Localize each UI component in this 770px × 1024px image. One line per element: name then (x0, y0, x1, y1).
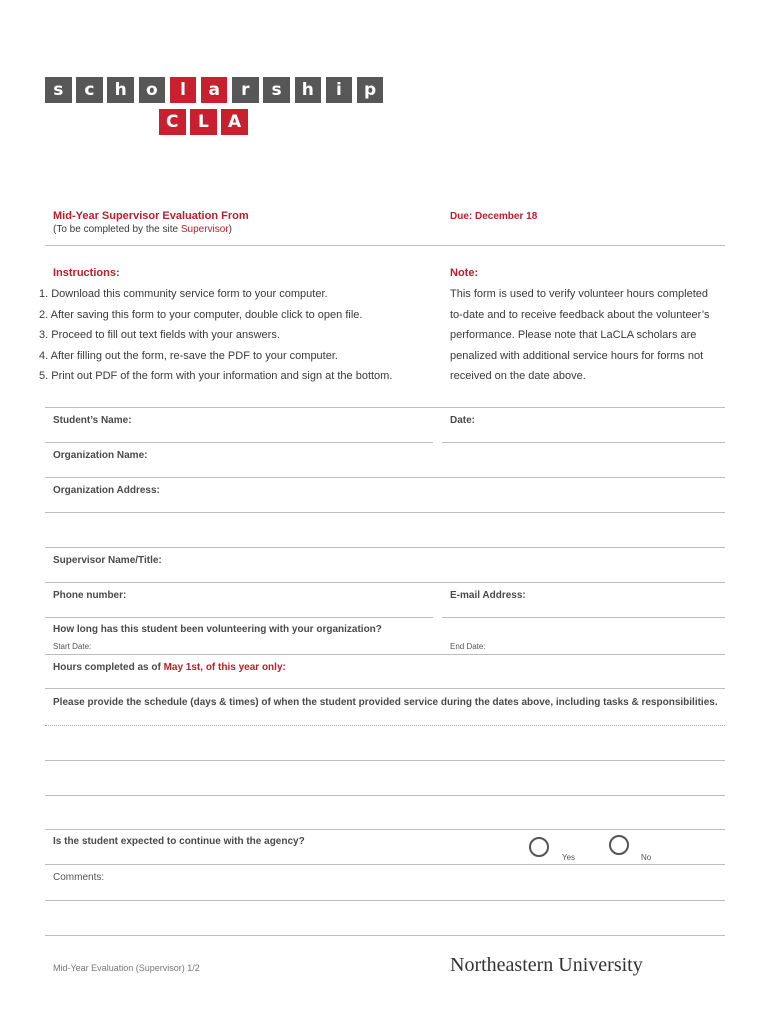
email-field[interactable] (442, 617, 725, 618)
comments-label: Comments: (53, 872, 105, 883)
hours-field[interactable] (45, 688, 725, 689)
logo-letter-tile: i (326, 77, 353, 103)
subtitle-emph: Supervisor (180, 224, 229, 235)
org-name-field[interactable] (45, 477, 725, 478)
form-subtitle (53, 224, 232, 235)
instruction-item: 3. Proceed to fill out text fields with your answers. (39, 329, 280, 342)
logo-letter-tile: c (76, 77, 103, 103)
due-date: Due: December 18 (450, 211, 538, 222)
note-text (450, 284, 710, 387)
logo-letter-tile: a (201, 77, 228, 103)
logo-letter-tile: l (170, 77, 197, 103)
instructions-heading: Instructions: (53, 267, 120, 279)
logo-row-scholarship (45, 77, 388, 103)
hours-emph: May 1st, of this year only: (163, 662, 286, 673)
divider (45, 245, 725, 246)
logo-letter-tile: r (232, 77, 259, 103)
note-line: to-date and to receive feedback about the volunteer’s (450, 308, 710, 321)
subtitle-prefix: (To be completed by the site (53, 224, 181, 235)
note-line: This form is used to verify volunteer hours completed (450, 288, 709, 300)
divider (45, 407, 725, 408)
footer-university: Northeastern University (450, 954, 643, 976)
note-line: performance. Please note that LaCLA scholars are (450, 329, 697, 342)
org-name-label: Organization Name: (53, 450, 148, 461)
schedule-label: Please provide the schedule (days & times) of when the student provided service during the dates above, including tasks & responsibilities. (53, 697, 718, 708)
no-label: No (641, 853, 652, 862)
end-date-label: End Date: (450, 642, 486, 651)
schedule-field-2[interactable] (45, 760, 725, 761)
divider (45, 864, 725, 865)
date-label: Date: (450, 415, 476, 426)
hours-label (53, 662, 286, 673)
org-address-field-1[interactable] (45, 512, 725, 513)
instructions-list (39, 284, 392, 387)
org-address-label: Organization Address: (53, 485, 160, 496)
continue-question: Is the student expected to continue with the agency? (53, 836, 305, 847)
hours-prefix: Hours completed as of (53, 662, 164, 673)
note-line: received on the date above. (450, 370, 586, 383)
logo-row-cla (159, 109, 253, 135)
logo-letter-tile: s (45, 77, 72, 103)
supervisor-field[interactable] (45, 582, 725, 583)
footer-page-label: Mid-Year Evaluation (Supervisor) 1/2 (53, 963, 200, 973)
instruction-item: 5. Print out PDF of the form with your information and sign at the bottom. (39, 370, 393, 383)
email-label: E-mail Address: (450, 590, 526, 601)
scholarship-cla-logo (45, 77, 388, 132)
comments-field-2[interactable] (45, 935, 725, 936)
student-name-field[interactable] (45, 442, 433, 443)
logo-letter-tile: o (139, 77, 166, 103)
instruction-item: 1. Download this community service form to your computer. (39, 288, 328, 300)
phone-label: Phone number: (53, 590, 127, 601)
schedule-field-4[interactable] (45, 829, 725, 830)
no-radio[interactable] (609, 835, 629, 855)
comments-field-1[interactable] (45, 900, 725, 901)
subtitle-suffix: ) (228, 224, 233, 235)
note-heading: Note: (450, 267, 479, 279)
schedule-field-1[interactable] (45, 725, 725, 726)
supervisor-label: Supervisor Name/Title: (53, 555, 162, 566)
logo-letter-tile: h (295, 77, 322, 103)
student-name-label: Student’s Name: (53, 415, 132, 426)
volunteer-dates-field[interactable] (45, 654, 725, 655)
how-long-label: How long has this student been volunteering with your organization? (53, 624, 382, 635)
logo-letter-tile: L (190, 109, 217, 135)
instruction-item: 2. After saving this form to your computer, double click to open file. (39, 308, 363, 321)
date-field[interactable] (442, 442, 725, 443)
phone-field[interactable] (45, 617, 433, 618)
logo-letter-tile: p (357, 77, 384, 103)
logo-letter-tile: C (159, 109, 186, 135)
start-date-label: Start Date: (53, 642, 92, 651)
form-title: Mid-Year Supervisor Evaluation From (53, 210, 249, 222)
instruction-item: 4. After filling out the form, re-save the PDF to your computer. (39, 349, 338, 362)
yes-radio[interactable] (529, 837, 549, 857)
note-line: penalized with additional service hours for forms not (450, 349, 704, 362)
logo-letter-tile: A (221, 109, 248, 135)
org-address-field-2[interactable] (45, 547, 725, 548)
logo-letter-tile: s (263, 77, 290, 103)
yes-label: Yes (562, 853, 576, 862)
logo-letter-tile: h (107, 77, 134, 103)
schedule-field-3[interactable] (45, 795, 725, 796)
